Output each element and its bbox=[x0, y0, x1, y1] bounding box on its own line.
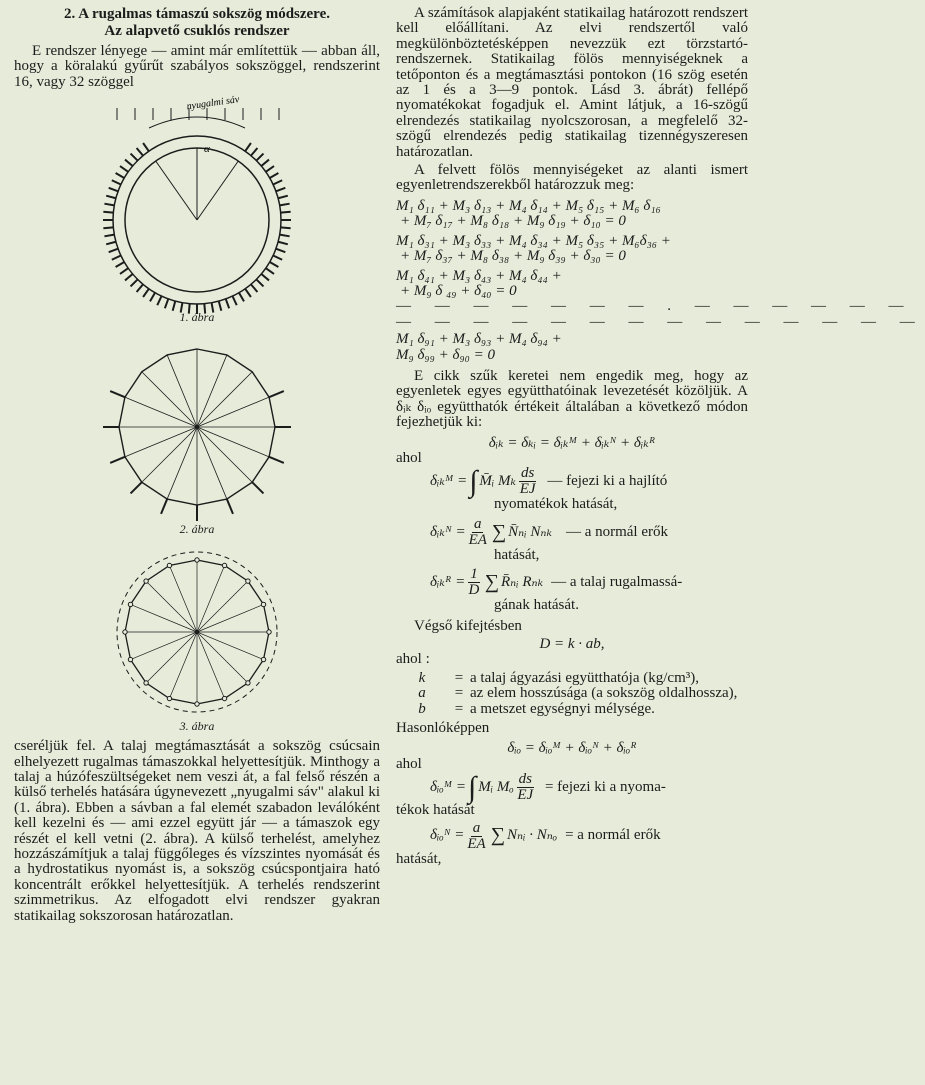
intro-paragraph: E rendszer lényege — amint már említettük — abban áll, hogy a köralakú gyűrűt szabályos sokszöggel, rendszerint 16, vagy 32 szöggel bbox=[14, 43, 380, 90]
pressure-hatch bbox=[116, 173, 125, 178]
spoke-line bbox=[146, 581, 197, 632]
formula-moment-o-text: tékok hatását bbox=[396, 802, 475, 819]
D-equation: D = k · ab, bbox=[539, 636, 605, 652]
section-title: 2. A rugalmas támaszú sokszög módszere. Az alapvető csuklós rendszer bbox=[64, 6, 330, 39]
fig3-caption: 3. ábra bbox=[179, 719, 215, 734]
pressure-hatch bbox=[165, 299, 168, 308]
pressure-hatch bbox=[278, 242, 288, 245]
fig1-angle: α bbox=[204, 143, 210, 156]
spoke-line bbox=[197, 427, 252, 482]
pressure-hatch bbox=[131, 280, 138, 287]
pressure-hatch bbox=[273, 256, 282, 260]
eq2-line2: + M₇ δ₃₇ + M₈ δ₃₈ + M₉ δ₃₉ + δ₃₀ = 0 bbox=[400, 248, 626, 265]
spoke-line bbox=[197, 372, 252, 427]
pressure-hatch bbox=[103, 228, 113, 229]
hinge-node bbox=[261, 602, 265, 606]
body-paragraph: cseréljük fel. A talaj megtámasztását a sokszög csúcsain elhelyezett rugalmas támaszokkal helyettesítjük. Minthogy a talaj a húzófeszültségeket nem veszi át, a fal felső részén a külső terhelés hatására úgynevezett „nyugalmi sáv" alakul ki (1. ábra). Ebben a sávban a fal elemét szabadon leválóként kell kezelni és — ami ezzel együtt jár — a támaszok egy részét el kell vetni (2. ábra). A külső terhelést, amelyhez hozzászámítjuk a talaj függőleges és vízszintes nyomását és a hydrostatikus nyomást is, a sokszög csúcspontjaira ható koncentrált erőkkel helyettesítjük. A terhelés rendszerint szimmetrikus. Az elfogadott elvi rendszer gyakran statikailag sokszorosan határozatlan. bbox=[14, 738, 380, 924]
pressure-hatch bbox=[109, 188, 118, 191]
hinge-node bbox=[128, 602, 132, 606]
support-spring bbox=[110, 457, 125, 463]
ring-with-pressure bbox=[103, 108, 291, 314]
formula-moment-o: δᵢₒᴹ = ∫ Mᵢ Mₒ $\frac{ds}{EJ}$ = fejezi ki a nyoma- bbox=[430, 770, 666, 804]
dashes-row-1: — — — — — — — . — — — — — — bbox=[396, 298, 914, 315]
pressure-hatch bbox=[125, 160, 133, 166]
pressure-hatch bbox=[120, 268, 128, 274]
pressure-hatch bbox=[150, 293, 155, 302]
pressure-hatch bbox=[281, 228, 291, 229]
hinge-node bbox=[222, 697, 226, 701]
pressure-hatch bbox=[261, 160, 269, 166]
formula-soil-text: gának hatását. bbox=[494, 597, 579, 614]
pressure-hatch bbox=[239, 293, 244, 302]
pressure-hatch bbox=[276, 188, 285, 191]
center-dot bbox=[195, 630, 199, 634]
def-k: k = a talaj ágyazási együtthatója (kg/cm³), bbox=[418, 669, 699, 686]
pressure-hatch bbox=[280, 235, 290, 237]
fig2-caption: 2. ábra bbox=[179, 522, 215, 537]
pressure-hatch bbox=[106, 242, 116, 245]
delta-io-formula: δᵢₒ = δᵢₒᴹ + δᵢₒᴺ + δᵢₒᴿ bbox=[507, 740, 637, 757]
hinge-node bbox=[246, 579, 250, 583]
pressure-hatch bbox=[226, 299, 229, 308]
pressure-hatch bbox=[232, 296, 236, 305]
pressure-hatch bbox=[104, 204, 114, 206]
pressure-hatch bbox=[251, 285, 257, 293]
right-column bbox=[396, 5, 925, 867]
hinge-node bbox=[128, 658, 132, 662]
spoke-line bbox=[197, 581, 248, 632]
hinge-node bbox=[195, 702, 199, 706]
pressure-hatch bbox=[103, 212, 113, 213]
pressure-hatch bbox=[143, 289, 149, 297]
hinge-node bbox=[167, 697, 171, 701]
eq3-line2: + M₉ δ ₄₉ + δ₄₀ = 0 bbox=[400, 282, 517, 299]
pressure-hatch bbox=[120, 166, 128, 172]
paragraph-1: A számítások alapjaként statikailag határozott rendszert kell előállítani. Az elvi rendszertől való megkülönböztetésképpen nevezzük ezt törzstartó-rendszernek. Statikailag fölös mennyiségeknek a tetőponton és a megtámasztási pontokon (16 szög esetén az 1 és a 3—9 pontok. Lásd 3. ábrát) fellépő nyomatékokat fogadjuk el. Amint látjuk, a 16-szögű elrendezés statikailag nyolcszorosan, a megfelelő 32-szögű elrendezés pedig statikailag tizennégyszeresen határozatlan. bbox=[396, 5, 748, 160]
formula-soil: δᵢₖᴿ = $\frac{1}{D}$ ∑ R̄ₙᵢ Rₙₖ — a talaj rugalmassá- bbox=[430, 566, 683, 599]
formula-moment-text: nyomatékok hatását, bbox=[494, 496, 618, 513]
spoke-line bbox=[197, 632, 248, 683]
integral-symbol: ∫ bbox=[469, 464, 478, 498]
pressure-hatch bbox=[137, 148, 143, 156]
pressure-hatch bbox=[245, 143, 251, 151]
basic-hinged-system bbox=[117, 552, 277, 712]
pressure-hatch bbox=[112, 180, 121, 184]
polygon-with-supports bbox=[103, 349, 291, 521]
formula-normal-o: δᵢₒᴺ = $\frac{a}{EA}$ ∑ Nₙᵢ · Nₙₒ = a normál erők bbox=[430, 819, 661, 852]
left-column bbox=[14, 6, 380, 924]
spoke-line bbox=[142, 372, 197, 427]
paragraph-2: A felvett fölös mennyiségeket az alanti ismert egyenletrendszerekből határozzuk meg: bbox=[396, 162, 748, 194]
pressure-hatch bbox=[270, 173, 279, 178]
pressure-hatch bbox=[245, 289, 251, 297]
pressure-hatch bbox=[280, 204, 290, 206]
center-dot bbox=[195, 425, 199, 429]
hasonlo-text: Hasonlóképpen bbox=[396, 720, 490, 737]
pressure-hatch bbox=[251, 148, 257, 156]
figure-1 bbox=[77, 90, 317, 310]
pressure-hatch bbox=[116, 262, 125, 267]
paragraph-3: E cikk szűk keretei nem engedik meg, hogy az egyenletek egyes együtthatóinak levezetését közöljük. A δᵢₖ δᵢₒ együtthatók értékeit általában a következő módon fejezhetjük ki: bbox=[396, 367, 748, 431]
support-spring bbox=[161, 499, 167, 514]
def-b: b = a metszet egységnyi mélysége. bbox=[418, 700, 655, 717]
spoke-line bbox=[142, 427, 197, 482]
eq1-line2: + M₇ δ₁₇ + M₈ δ₁₈ + M₉ δ₁₉ + δ₁₀ = 0 bbox=[400, 213, 626, 230]
pressure-hatch bbox=[256, 154, 263, 161]
pressure-hatch bbox=[104, 235, 114, 237]
formula-normal: δᵢₖᴺ = $\frac{a}{EA}$ ∑ N̄ₙᵢ Nₙₖ — a normál erők bbox=[430, 515, 668, 548]
pressure-hatch bbox=[137, 285, 143, 293]
dashes-row-2: — — — — — — — — — — — — — — bbox=[396, 313, 925, 330]
hinge-node bbox=[144, 681, 148, 685]
support-spring bbox=[131, 482, 142, 493]
sum-symbol: ∑ bbox=[491, 520, 507, 543]
ahol-2: ahol : bbox=[396, 651, 430, 668]
pressure-hatch bbox=[266, 166, 274, 172]
formula-normal-text: hatását, bbox=[494, 546, 540, 563]
pressure-hatch bbox=[131, 154, 138, 161]
pressure-hatch bbox=[112, 256, 121, 260]
definitions-list bbox=[396, 671, 748, 717]
support-spring bbox=[269, 457, 284, 463]
pressure-hatch bbox=[281, 212, 291, 213]
hinge-node bbox=[195, 558, 199, 562]
figure-3 bbox=[67, 544, 327, 719]
support-spring bbox=[110, 391, 125, 397]
pressure-hatch bbox=[256, 280, 263, 287]
pressure-hatch bbox=[266, 268, 274, 274]
fraction-a-EA: $\frac{a}{EA}$ bbox=[468, 515, 487, 548]
pressure-hatch bbox=[157, 296, 161, 305]
dimension-arc bbox=[149, 117, 245, 128]
pressure-hatch bbox=[125, 274, 133, 280]
fraction-ds-EJ: $\frac{ds}{EJ}$ bbox=[519, 465, 536, 498]
hinge-node bbox=[167, 563, 171, 567]
pressure-hatch bbox=[273, 180, 282, 184]
eq4-line1: M₁ δ₉₁ + M₃ δ₉₃ + M₄ δ₉₄ + bbox=[396, 331, 562, 348]
support-spring bbox=[227, 499, 233, 514]
spoke-line bbox=[146, 632, 197, 683]
hinge-node bbox=[267, 630, 271, 634]
fig1-caption: 1. ábra bbox=[179, 310, 215, 325]
pressure-hatch bbox=[106, 196, 116, 199]
equation-system bbox=[396, 197, 925, 363]
support-spring bbox=[252, 482, 263, 493]
vegso-text: Végső kifejtésben bbox=[414, 617, 522, 634]
hinge-node bbox=[222, 563, 226, 567]
hinge-node bbox=[123, 630, 127, 634]
fraction-1-D: $\frac{1}{D}$ bbox=[468, 566, 480, 599]
radius-line bbox=[197, 161, 238, 220]
fig1-label: nyugalmi sáv bbox=[185, 94, 241, 113]
ahol-3: ahol bbox=[396, 755, 422, 772]
ahol-1: ahol bbox=[396, 449, 422, 466]
eq2-line1: M₁ δ₃₁ + M₃ δ₃₃ + M₄ δ₃₄ + M₅ δ₃₅ + M₆δ₃₆ + bbox=[396, 232, 671, 249]
support-spring bbox=[269, 391, 284, 397]
pressure-hatch bbox=[143, 143, 149, 151]
pressure-hatch bbox=[278, 196, 288, 199]
def-a: a = az elem hosszúsága (a sokszög oldalhossza), bbox=[418, 685, 738, 702]
delta-ik-formula: δᵢₖ = δₖᵢ = δᵢₖᴹ + δᵢₖᴺ + δᵢₖᴿ bbox=[488, 434, 656, 451]
formula-moment: δᵢₖᴹ = ∫ M̄ᵢ Mₖ $\frac{ds}{EJ}$ — fejezi ki a hajlító bbox=[430, 464, 668, 498]
radius-line bbox=[156, 161, 197, 220]
pressure-hatch bbox=[276, 249, 285, 252]
hinge-node bbox=[261, 658, 265, 662]
eq1-line1: M₁ δ₁₁ + M₃ δ₁₃ + M₄ δ₁₄ + M₅ δ₁₅ + M₆ δ₁₆ bbox=[396, 197, 661, 214]
figure-2 bbox=[67, 332, 327, 522]
formula-normal-o-text: hatását, bbox=[396, 850, 442, 867]
eq3-line1: M₁ δ₄₁ + M₃ δ₄₃ + M₄ δ₄₄ + bbox=[396, 267, 562, 284]
hinge-node bbox=[246, 681, 250, 685]
eq4-line2: M₉ δ₉₉ + δ₉₀ = 0 bbox=[396, 346, 496, 363]
pressure-hatch bbox=[270, 262, 279, 267]
pressure-hatch bbox=[109, 249, 118, 252]
pressure-hatch bbox=[261, 274, 269, 280]
hinge-node bbox=[144, 579, 148, 583]
